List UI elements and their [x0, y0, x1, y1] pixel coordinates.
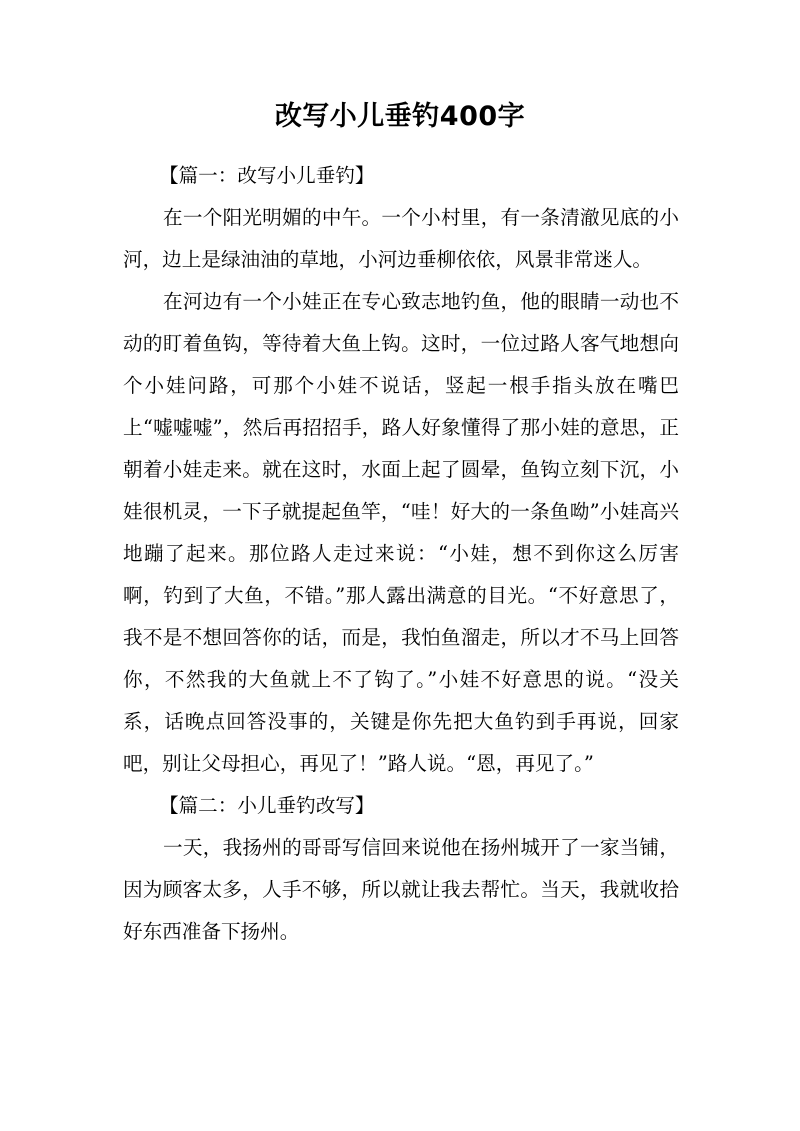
- paragraph: 在河边有一个小娃正在专心致志地钓鱼，他的眼睛一动也不动的盯着鱼钩，等待着大鱼上钩。这时，一位过路人客气地想向个小娃问路，可那个小娃不说话，竖起一根手指头放在嘴巴上“嘘嘘嘘”，然后再招招手，路人好象懂得了那小娃的意思，正朝着小娃走来。就在这时，水面上起了圆晕，鱼钩立刻下沉，小娃很机灵，一下子就提起鱼竿，“哇！好大的一条鱼呦”小娃高兴地蹦了起来。那位路人走过来说：“小娃，想不到你这么厉害啊，钓到了大鱼，不错。”那人露出满意的目光。“不好意思了，我不是不想回答你的话，而是，我怕鱼溜走，所以才不马上回答你，不然我的大鱼就上不了钩了。”小娃不好意思的说。“没关系，话晚点回答没事的，关键是你先把大鱼钓到手再说，回家吧，别让父母担心，再见了！”路人说。“恩，再见了。”: [123, 290, 679, 775]
- paragraph: 在一个阳光明媚的中午。一个小村里，有一条清澈见底的小河，边上是绿油油的草地，小河边垂柳依依，风景非常迷人。: [123, 206, 679, 271]
- paragraph: 一天，我扬州的哥哥写信回来说他在扬州城开了一家当铺，因为顾客太多，人手不够，所以就让我去帮忙。当天，我就收拾好东西准备下扬州。: [123, 836, 679, 943]
- section-heading: 【篇一：改写小儿垂钓】: [159, 164, 375, 187]
- section-heading: 【篇二：小儿垂钓改写】: [159, 794, 375, 817]
- document-title: 改写小儿垂钓400字: [274, 101, 526, 132]
- document-body: [123, 155, 679, 953]
